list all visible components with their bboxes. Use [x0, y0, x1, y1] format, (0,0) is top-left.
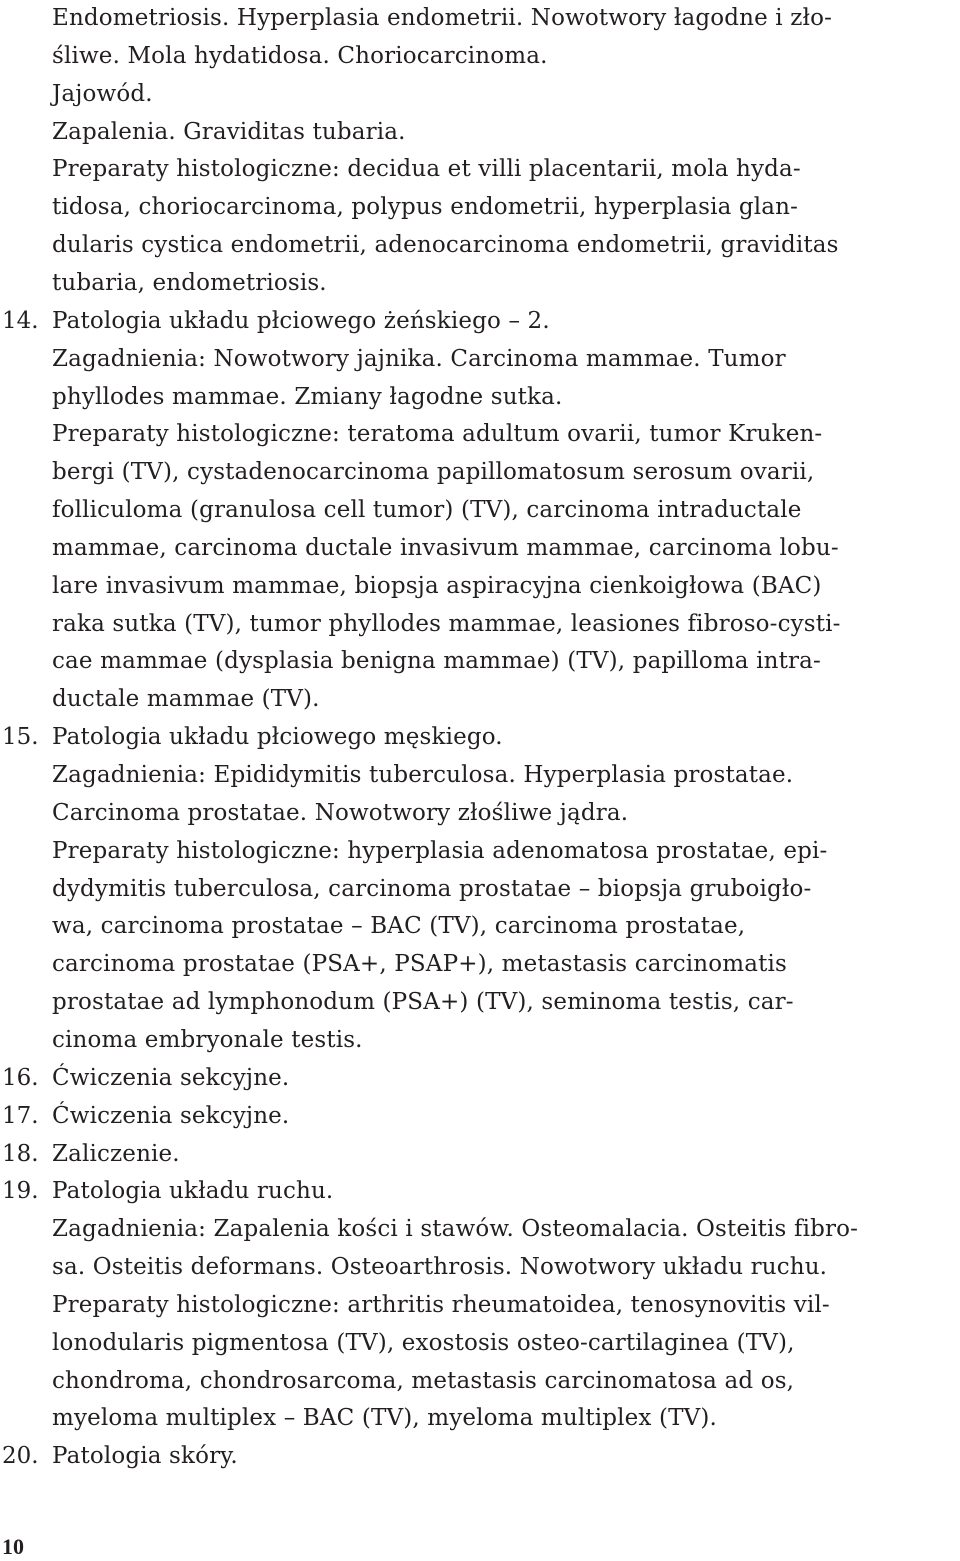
text-line: ductale mammae (TV). — [52, 686, 320, 713]
text-line: myeloma multiplex – BAC (TV), myeloma multiplex (TV). — [52, 1405, 717, 1432]
text-line: Zapalenia. Graviditas tubaria. — [52, 118, 406, 145]
item-number: 19. — [2, 1178, 39, 1205]
item-number: 20. — [2, 1443, 39, 1470]
text-line: dydymitis tuberculosa, carcinoma prostatae – biopsja gruboigło- — [52, 875, 812, 902]
text-line: Endometriosis. Hyperplasia endometrii. Nowotwory łagodne i zło- — [52, 5, 833, 31]
text-line: phyllodes mammae. Zmiany łagodne sutka. — [52, 383, 563, 410]
item-number: 15. — [2, 724, 39, 751]
text-line: cinoma embryonale testis. — [52, 1026, 363, 1053]
text-line: Zagadnienia: Zapalenia kości i stawów. Osteomalacia. Osteitis fibro- — [52, 1216, 859, 1243]
item-title: Patologia skóry. — [52, 1443, 238, 1470]
item-title: Zaliczenie. — [52, 1140, 180, 1167]
text-line: tubaria, endometriosis. — [52, 269, 327, 296]
item-title: Patologia układu płciowego męskiego. — [52, 724, 503, 751]
text-line: lonodularis pigmentosa (TV), exostosis osteo-cartilaginea (TV), — [52, 1329, 795, 1356]
text-line: Preparaty histologiczne: hyperplasia adenomatosa prostatae, epi- — [52, 837, 828, 864]
item-number: 16. — [2, 1064, 39, 1091]
text-line: folliculoma (granulosa cell tumor) (TV), carcinoma intraductale — [52, 497, 802, 524]
text-line: Preparaty histologiczne: arthritis rheumatoidea, tenosynovitis vil- — [52, 1291, 830, 1318]
page-number: 10 — [2, 1534, 24, 1559]
text-line: Zagadnienia: Epididymitis tuberculosa. Hyperplasia prostatae. — [52, 762, 794, 788]
text-line: bergi (TV), cystadenocarcinoma papillomatosum serosum ovarii, — [52, 459, 815, 486]
item-title: Patologia układu ruchu. — [52, 1178, 334, 1205]
text-line: śliwe. Mola hydatidosa. Choriocarcinoma. — [52, 42, 548, 69]
text-line: dularis cystica endometrii, adenocarcinoma endometrii, graviditas — [52, 232, 839, 259]
text-line: mammae, carcinoma ductale invasivum mammae, carcinoma lobu- — [52, 534, 839, 561]
text-line: Preparaty histologiczne: decidua et villi placentarii, mola hyda- — [52, 156, 801, 183]
text-line: Carcinoma prostatae. Nowotwory złośliwe jądra. — [52, 799, 629, 826]
item-title: Ćwiczenia sekcyjne. — [52, 1064, 290, 1091]
item-title: Patologia układu płciowego żeńskiego – 2. — [52, 307, 550, 334]
text-line: raka sutka (TV), tumor phyllodes mammae, leasiones fibroso-cysti- — [52, 610, 841, 637]
text-line: Jajowód. — [52, 80, 153, 107]
text-line: cae mammae (dysplasia benigna mammae) (TV), papilloma intra- — [52, 648, 821, 675]
text-line: carcinoma prostatae (PSA+, PSAP+), metastasis carcinomatis — [52, 951, 787, 978]
text-line: lare invasivum mammae, biopsja aspiracyjna cienkoigłowa (BAC) — [52, 572, 822, 599]
text-line: sa. Osteitis deformans. Osteoarthrosis. Nowotwory układu ruchu. — [52, 1254, 828, 1281]
text-line: wa, carcinoma prostatae – BAC (TV), carcinoma prostatae, — [52, 913, 746, 940]
item-number: 14. — [2, 307, 39, 334]
item-number: 18. — [2, 1140, 39, 1167]
text-line: chondroma, chondrosarcoma, metastasis carcinomatosa ad os, — [52, 1367, 795, 1394]
text-line: tidosa, choriocarcinoma, polypus endometrii, hyperplasia glan- — [52, 194, 799, 221]
text-line: Zagadnienia: Nowotwory jajnika. Carcinoma mammae. Tumor — [52, 345, 786, 372]
item-title: Ćwiczenia sekcyjne. — [52, 1102, 290, 1129]
text-line: prostatae ad lymphonodum (PSA+) (TV), seminoma testis, car- — [52, 989, 794, 1016]
text-line: Preparaty histologiczne: teratoma adultum ovarii, tumor Kruken- — [52, 421, 823, 448]
item-number: 17. — [2, 1102, 39, 1129]
